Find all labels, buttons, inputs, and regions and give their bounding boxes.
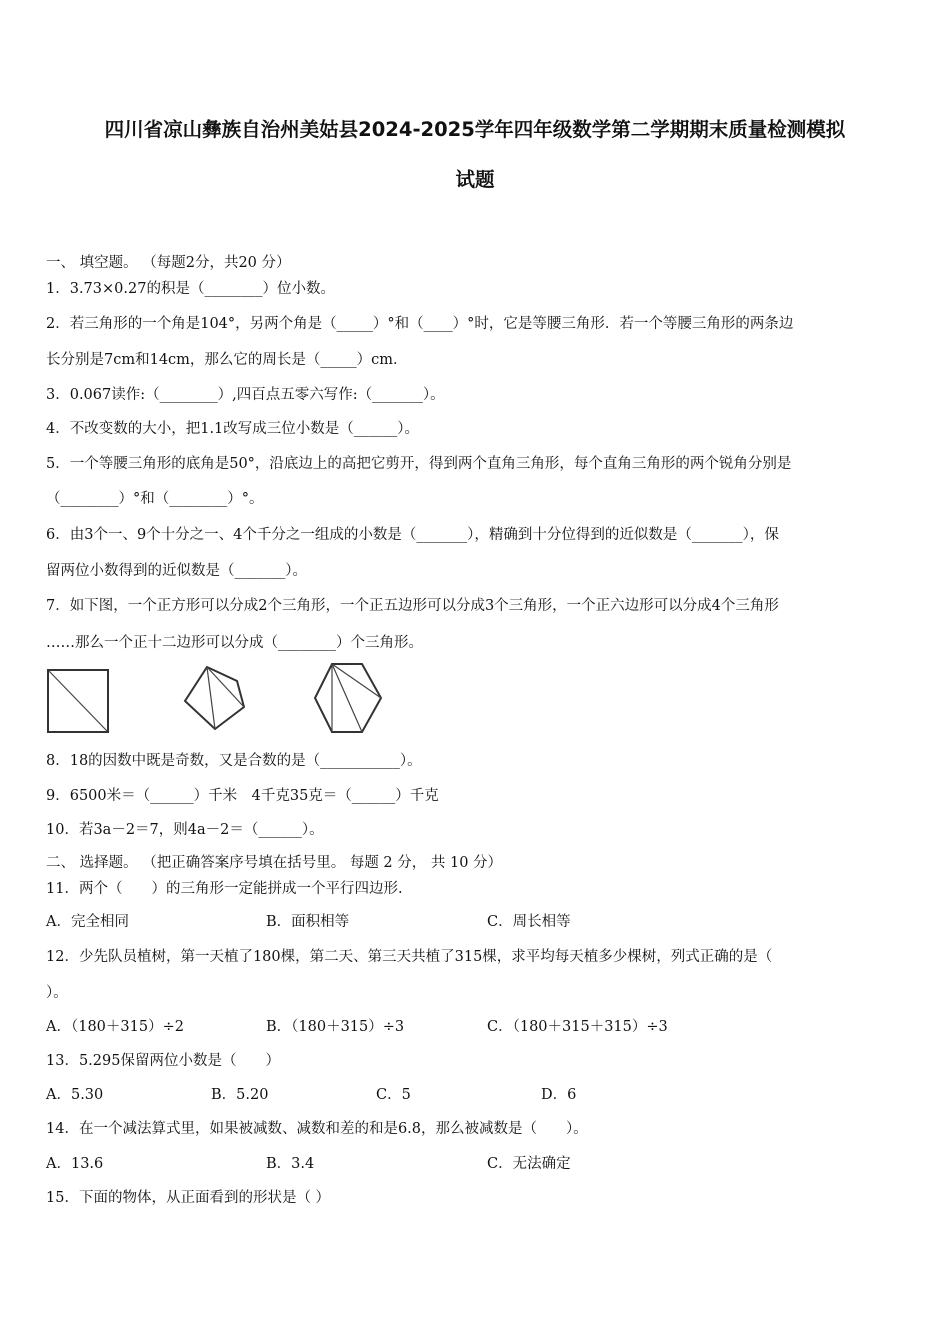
pentagon-divided-figure — [182, 663, 248, 733]
question-13: 13．5.295保留两位小数是（ ） — [46, 1053, 280, 1069]
q13-option-a: A．5.30 — [46, 1087, 104, 1103]
question-2-line1: 2．若三角形的一个角是104°，另两个角是（_____）°和（____）°时，它是等腰三角形．若一个等腰三角形的两条边 — [46, 316, 794, 332]
section1-header: 一、 填空题。 （每题2分，共20 分） — [46, 255, 291, 271]
question-7-line1: 7．如下图，一个正方形可以分成2个三角形，一个正五边形可以分成3个三角形，一个正六边形可以分成4个三角形 — [46, 598, 779, 614]
q13-option-c: C．5 — [376, 1087, 411, 1103]
question-6-line2: 留两位小数得到的近似数是（_______）。 — [46, 563, 307, 579]
question-2-line2: 长分别是7cm和14cm，那么它的周长是（_____）cm． — [46, 352, 408, 368]
q14-option-a: A．13.6 — [46, 1156, 104, 1172]
question-11: 11．两个（ ）的三角形一定能拼成一个平行四边形. — [46, 881, 403, 897]
question-9: 9．6500米＝（______）千米 4千克35克＝（______）千克 — [46, 788, 439, 804]
question-12-line2: ）。 — [46, 985, 68, 1001]
question-1: 1．3.73×0.27的积是（________）位小数。 — [46, 281, 335, 297]
page-title-line1: 四川省凉山彝族自治州美姑县2024-2025学年四年级数学第二学期期末质量检测模拟 — [104, 118, 846, 141]
page-title-line2: 试题 — [455, 168, 495, 191]
q14-option-c: C．无法确定 — [487, 1156, 571, 1172]
question-4: 4．不改变数的大小，把1.1改写成三位小数是（______）。 — [46, 421, 420, 437]
q11-option-c: C．周长相等 — [487, 914, 571, 930]
question-5-line2: （________）°和（________）°。 — [46, 491, 264, 507]
q12-option-a: A．（180＋315）÷2 — [46, 1019, 184, 1035]
q12-option-b: B．（180＋315）÷3 — [266, 1019, 405, 1035]
question-12-line1: 12．少先队员植树，第一天植了180棵，第二天、第三天共植了315棵，求平均每天植多少棵树，列式正确的是（ — [46, 949, 773, 965]
question-5-line1: 5．一个等腰三角形的底角是50°，沿底边上的高把它剪开，得到两个直角三角形，每个直角三角形的两个锐角分别是 — [46, 456, 792, 472]
question-15: 15．下面的物体，从正面看到的形状是（ ） — [46, 1190, 331, 1206]
question-10: 10．若3a－2＝7，则4a－2＝（______）。 — [46, 822, 324, 838]
hexagon-divided-figure — [312, 660, 384, 736]
question-6-line1: 6．由3个一、9个十分之一、4个千分之一组成的小数是（_______），精确到十分位得到的近似数是（_______），保 — [46, 527, 779, 543]
q13-option-d: D．6 — [541, 1087, 577, 1103]
q14-option-b: B．3.4 — [266, 1156, 315, 1172]
q11-option-a: A．完全相同 — [46, 914, 129, 930]
q13-option-b: B．5.20 — [211, 1087, 269, 1103]
question-14: 14．在一个减法算式里，如果被减数、减数和差的和是6.8，那么被减数是（ ）。 — [46, 1121, 588, 1137]
section2-header: 二、 选择题。 （把正确答案序号填在括号里。 每题 2 分， 共 10 分） — [46, 855, 503, 871]
q11-option-b: B．面积相等 — [266, 914, 350, 930]
square-divided-figure — [46, 668, 110, 734]
question-8: 8．18的因数中既是奇数，又是合数的是（___________）。 — [46, 753, 422, 769]
q12-option-c: C．（180＋315＋315）÷3 — [487, 1019, 668, 1035]
question-7-line2: ……那么一个正十二边形可以分成（________）个三角形。 — [46, 635, 423, 651]
question-3: 3．0.067读作:（________）,四百点五零六写作:（_______）。 — [46, 387, 445, 403]
